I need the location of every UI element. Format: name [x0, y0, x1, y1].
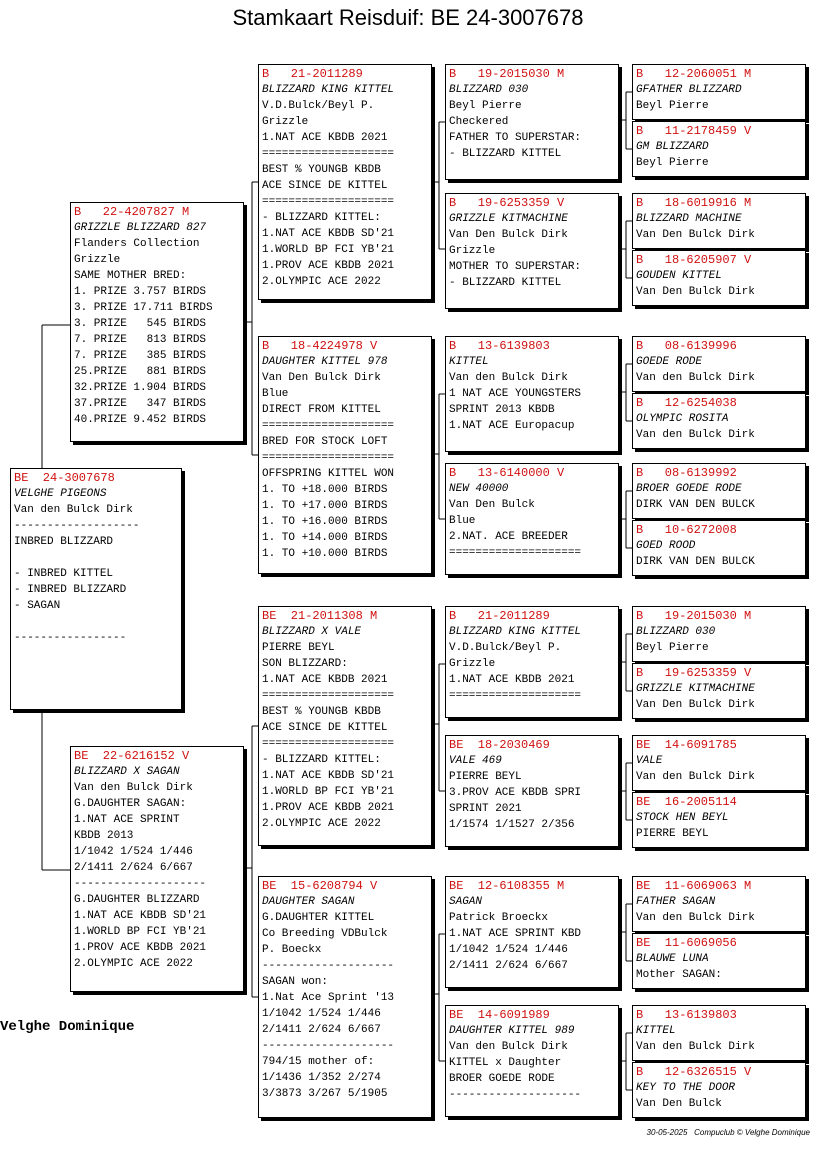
- pedigree-info-line: ====================: [262, 452, 395, 464]
- pedigree-card-dam: [70, 746, 244, 992]
- pedigree-info-line: Co Breeding VDBulck: [262, 928, 388, 940]
- pedigree-card-g10: [632, 663, 806, 719]
- pedigree-info-line: DIRK VAN DEN BULCK: [636, 556, 755, 568]
- pedigree-info-line: 7. PRIZE 385 BIRDS: [74, 350, 207, 362]
- pedigree-info-line: 1.NAT ACE SPRINT: [74, 814, 180, 826]
- pedigree-card-dd: [258, 876, 432, 1118]
- pedigree-info-line: Beyl Pierre: [636, 157, 709, 169]
- pedigree-info-line: --------------------: [74, 878, 207, 890]
- ring-number: B 11-2178459 V: [636, 124, 752, 138]
- pedigree-info-line: Van den Bulck Dirk: [636, 1041, 755, 1053]
- pedigree-info-line: Beyl Pierre: [449, 100, 522, 112]
- ring-number: BE 14-6091785: [636, 738, 737, 752]
- pedigree-info-line: ====================: [262, 196, 395, 208]
- ring-number: BE 11-6069063 M: [636, 879, 752, 893]
- pedigree-info-line: SAME MOTHER BRED:: [74, 270, 187, 282]
- pigeon-name: GOED ROOD: [636, 540, 696, 552]
- pedigree-info-line: 1.NAT ACE KBDB SD'21: [262, 770, 395, 782]
- ring-number: B 12-2060051 M: [636, 67, 752, 81]
- ring-number: B 21-2011289: [449, 609, 550, 623]
- pedigree-info-line: 3/3873 3/267 5/1905: [262, 1088, 388, 1100]
- pedigree-info-line: 2.NAT. ACE BREEDER: [449, 531, 568, 543]
- pedigree-info-line: 7. PRIZE 813 BIRDS: [74, 334, 207, 346]
- pedigree-info-line: Van den Bulck Dirk: [74, 782, 193, 794]
- pedigree-info-line: ====================: [262, 738, 395, 750]
- pedigree-info-line: PIERRE BEYL: [262, 642, 335, 654]
- pedigree-info-line: Van Den Bulck Dirk: [262, 372, 381, 384]
- pedigree-card-g15: [632, 1005, 806, 1061]
- pedigree-info-line: 1 NAT ACE YOUNGSTERS: [449, 388, 582, 400]
- pedigree-info-line: Mother SAGAN:: [636, 969, 722, 981]
- ring-number: B 18-6019916 M: [636, 196, 752, 210]
- pedigree-info-line: 1.NAT ACE KBDB 2021: [262, 132, 388, 144]
- pedigree-info-line: 2.OLYMPIC ACE 2022: [262, 276, 381, 288]
- ring-number: B 19-6253359 V: [636, 666, 752, 680]
- ring-number: B 08-6139992: [636, 466, 737, 480]
- pigeon-name: GRIZZLE KITMACHINE: [449, 213, 568, 225]
- pedigree-info-line: 25.PRIZE 881 BIRDS: [74, 366, 207, 378]
- pedigree-info-line: - BLIZZARD KITTEL: [449, 148, 562, 160]
- ring-number: BE 16-2005114: [636, 795, 737, 809]
- pedigree-info-line: Van Den Bulck Dirk: [636, 699, 755, 711]
- pigeon-name: FATHER SAGAN: [636, 896, 716, 908]
- pedigree-info-line: V.D.Bulck/Beyl P.: [262, 100, 375, 112]
- pedigree-info-line: 1. TO +17.000 BIRDS: [262, 500, 388, 512]
- pigeon-name: BROER GOEDE RODE: [636, 483, 742, 495]
- pedigree-card-g12: [632, 792, 806, 848]
- pedigree-info-line: G.DAUGHTER KITTEL: [262, 912, 375, 924]
- pedigree-info-line: SAGAN won:: [262, 976, 329, 988]
- pigeon-name: BLAUWE LUNA: [636, 953, 709, 965]
- pedigree-card-dds: [445, 876, 619, 988]
- pedigree-info-line: - BLIZZARD KITTEL:: [262, 212, 381, 224]
- ring-number: B 12-6326515 V: [636, 1065, 752, 1079]
- pigeon-name: BLIZZARD X VALE: [262, 626, 362, 638]
- pedigree-info-line: - BLIZZARD KITTEL: [449, 277, 562, 289]
- pedigree-card-g9: [632, 606, 806, 662]
- pedigree-info-line: ====================: [449, 547, 582, 559]
- pedigree-info-line: - SAGAN: [14, 600, 61, 612]
- pedigree-info-line: 1.NAT ACE KBDB 2021: [262, 674, 388, 686]
- pigeon-name: KITTEL: [449, 356, 489, 368]
- pedigree-info-line: V.D.Bulck/Beyl P.: [449, 642, 562, 654]
- pigeon-name: SAGAN: [449, 896, 483, 908]
- pedigree-card-ds: [258, 606, 432, 846]
- pedigree-info-line: 3.PROV ACE KBDB SPRI: [449, 787, 582, 799]
- pedigree-info-line: - INBRED KITTEL: [14, 568, 114, 580]
- pedigree-info-line: Grizzle: [74, 254, 121, 266]
- ring-number: B 12-6254038: [636, 396, 737, 410]
- pedigree-info-line: Flanders Collection: [74, 238, 200, 250]
- pigeon-name: GFATHER BLIZZARD: [636, 84, 742, 96]
- ring-number: BE 15-6208794 V: [262, 879, 378, 893]
- pedigree-info-line: --------------------: [449, 1089, 582, 1101]
- ring-number: BE 22-6216152 V: [74, 749, 190, 763]
- pedigree-info-line: BRED FOR STOCK LOFT: [262, 436, 388, 448]
- pedigree-info-line: KBDB 2013: [74, 830, 134, 842]
- pedigree-info-line: 2.OLYMPIC ACE 2022: [74, 958, 193, 970]
- ring-number: B 13-6140000 V: [449, 466, 565, 480]
- pedigree-card-dsd: [445, 735, 619, 847]
- pedigree-info-line: MOTHER TO SUPERSTAR:: [449, 261, 582, 273]
- pedigree-info-line: 1.PROV ACE KBDB 2021: [74, 942, 207, 954]
- pedigree-card-g6: [632, 393, 806, 449]
- pedigree-info-line: 37.PRIZE 347 BIRDS: [74, 398, 207, 410]
- pedigree-info-line: ====================: [262, 690, 395, 702]
- pedigree-info-line: 1/1042 1/524 1/446: [262, 1008, 381, 1020]
- pedigree-card-subject: [10, 468, 182, 710]
- pedigree-info-line: 32.PRIZE 1.904 BIRDS: [74, 382, 207, 394]
- pigeon-name: VALE: [636, 755, 663, 767]
- pedigree-info-line: Van Den Bulck Dirk: [636, 229, 755, 241]
- pedigree-info-line: 1.NAT ACE Europacup: [449, 420, 575, 432]
- pedigree-info-line: 1/1574 1/1527 2/356: [449, 819, 575, 831]
- pedigree-info-line: Van den Bulck Dirk: [636, 771, 755, 783]
- pedigree-info-line: 3. PRIZE 17.711 BIRDS: [74, 302, 213, 314]
- pedigree-info-line: Patrick Broeckx: [449, 912, 549, 924]
- pedigree-card-ddd: [445, 1005, 619, 1117]
- pigeon-name: KITTEL: [636, 1025, 676, 1037]
- pedigree-info-line: Blue: [262, 388, 289, 400]
- pedigree-info-line: KITTEL x Daughter: [449, 1057, 562, 1069]
- ring-number: BE 11-6069056: [636, 936, 737, 950]
- pedigree-card-sd: [258, 336, 432, 574]
- pedigree-info-line: --------------------: [262, 1040, 395, 1052]
- pedigree-info-line: 1.NAT ACE KBDB SD'21: [262, 228, 395, 240]
- pedigree-info-line: 1. PRIZE 3.757 BIRDS: [74, 286, 207, 298]
- pedigree-card-g8: [632, 520, 806, 576]
- pedigree-info-line: 1/1042 1/524 1/446: [74, 846, 193, 858]
- pigeon-name: BLIZZARD KING KITTEL: [449, 626, 582, 638]
- pedigree-card-sire: [70, 202, 244, 442]
- pedigree-info-line: - INBRED BLIZZARD: [14, 584, 127, 596]
- ring-number: B 19-6253359 V: [449, 196, 565, 210]
- ring-number: BE 18-2030469: [449, 738, 550, 752]
- ring-number: B 19-2015030 M: [449, 67, 565, 81]
- pigeon-name: GRIZZLE KITMACHINE: [636, 683, 755, 695]
- pedigree-info-line: Grizzle: [262, 116, 309, 128]
- pedigree-info-line: --------------------: [262, 960, 395, 972]
- ring-number: BE 21-2011308 M: [262, 609, 378, 623]
- pedigree-card-g16: [632, 1062, 806, 1118]
- pedigree-info-line: BEST % YOUNGB KBDB: [262, 706, 381, 718]
- pedigree-info-line: 1. TO +14.000 BIRDS: [262, 532, 388, 544]
- pedigree-info-line: 1.WORLD BP FCI YB'21: [262, 786, 395, 798]
- ring-number: B 19-2015030 M: [636, 609, 752, 623]
- pedigree-info-line: Van den Bulck Dirk: [449, 372, 568, 384]
- pedigree-info-line: 1.PROV ACE KBDB 2021: [262, 802, 395, 814]
- pedigree-info-line: Van den Bulck Dirk: [636, 429, 755, 441]
- pedigree-card-g1: [632, 64, 806, 120]
- pedigree-card-ss: [258, 64, 432, 300]
- pedigree-card-sdd: [445, 463, 619, 575]
- page-title: Stamkaart Reisduif: BE 24-3007678: [232, 5, 584, 30]
- pedigree-info-line: Van den Bulck Dirk: [449, 1041, 568, 1053]
- pedigree-info-line: SPRINT 2021: [449, 803, 522, 815]
- pedigree-info-line: 2.OLYMPIC ACE 2022: [262, 818, 381, 830]
- pedigree-info-line: 1.NAT ACE SPRINT KBD: [449, 928, 582, 940]
- pedigree-card-sss: [445, 64, 619, 180]
- ring-number: B 10-6272008: [636, 523, 737, 537]
- pedigree-info-line: Van Den Bulck Dirk: [636, 286, 755, 298]
- pedigree-info-line: Beyl Pierre: [636, 642, 709, 654]
- pigeon-name: GRIZZLE BLIZZARD 827: [74, 222, 207, 234]
- pedigree-info-line: Van den Bulck Dirk: [636, 372, 755, 384]
- pedigree-info-line: 1.WORLD BP FCI YB'21: [262, 244, 395, 256]
- ring-number: B 21-2011289: [262, 67, 363, 81]
- pedigree-info-line: 1. TO +10.000 BIRDS: [262, 548, 388, 560]
- pedigree-info-line: BEST % YOUNGB KBDB: [262, 164, 381, 176]
- pedigree-info-line: INBRED BLIZZARD: [14, 536, 114, 548]
- pedigree-info-line: 794/15 mother of:: [262, 1056, 375, 1068]
- pigeon-name: GOEDE RODE: [636, 356, 703, 368]
- pedigree-info-line: Beyl Pierre: [636, 100, 709, 112]
- pedigree-info-line: Blue: [449, 515, 476, 527]
- pigeon-name: VELGHE PIGEONS: [14, 488, 107, 500]
- pedigree-card-g13: [632, 876, 806, 932]
- pedigree-info-line: Van Den Bulck Dirk: [449, 229, 568, 241]
- pedigree-info-line: Van Den Bulck: [636, 1098, 722, 1110]
- ring-number: B 18-4224978 V: [262, 339, 378, 353]
- pedigree-info-line: Van den Bulck Dirk: [14, 504, 133, 516]
- ring-number: B 13-6139803: [636, 1008, 737, 1022]
- pedigree-card-g5: [632, 336, 806, 392]
- pedigree-card-g2: [632, 121, 806, 177]
- pedigree-card-dss: [445, 606, 619, 718]
- pedigree-info-line: SON BLIZZARD:: [262, 658, 348, 670]
- pedigree-info-line: ====================: [262, 148, 395, 160]
- pedigree-info-line: ====================: [449, 690, 582, 702]
- pigeon-name: BLIZZARD KING KITTEL: [262, 84, 395, 96]
- pedigree-info-line: PIERRE BEYL: [449, 771, 522, 783]
- pigeon-name: OLYMPIC ROSITA: [636, 413, 729, 425]
- pedigree-info-line: Grizzle: [449, 245, 496, 257]
- pedigree-info-line: DIRK VAN DEN BULCK: [636, 499, 755, 511]
- ring-number: B 18-6205907 V: [636, 253, 752, 267]
- pedigree-info-line: ====================: [262, 420, 395, 432]
- footer-credit: 30-05-2025 Compuclub © Velghe Dominique: [646, 1128, 810, 1137]
- ring-number: BE 14-6091989: [449, 1008, 550, 1022]
- pedigree-info-line: 1/1042 1/524 1/446: [449, 944, 568, 956]
- pedigree-info-line: 40.PRIZE 9.452 BIRDS: [74, 414, 207, 426]
- pedigree-info-line: SPRINT 2013 KBDB: [449, 404, 555, 416]
- ring-number: BE 12-6108355 M: [449, 879, 565, 893]
- pedigree-info-line: [14, 614, 181, 630]
- pedigree-info-line: 3. PRIZE 545 BIRDS: [74, 318, 207, 330]
- pedigree-info-line: Grizzle: [449, 658, 496, 670]
- pigeon-name: DAUGHTER KITTEL 978: [262, 356, 388, 368]
- pedigree-info-line: BROER GOEDE RODE: [449, 1073, 555, 1085]
- pedigree-info-line: P. Boeckx: [262, 944, 322, 956]
- pedigree-info-line: 1.PROV ACE KBDB 2021: [262, 260, 395, 272]
- pedigree-info-line: 2/1411 2/624 6/667: [74, 862, 193, 874]
- pigeon-name: DAUGHTER KITTEL 989: [449, 1025, 575, 1037]
- pigeon-name: KEY TO THE DOOR: [636, 1082, 736, 1094]
- pigeon-name: GM BLIZZARD: [636, 141, 709, 153]
- pedigree-info-line: 2/1411 2/624 6/667: [262, 1024, 381, 1036]
- pedigree-info-line: ACE SINCE DE KITTEL: [262, 722, 388, 734]
- pigeon-name: BLIZZARD 030: [449, 84, 529, 96]
- pedigree-info-line: 1.WORLD BP FCI YB'21: [74, 926, 207, 938]
- owner-name: Velghe Dominique: [0, 1019, 135, 1035]
- ring-number: B 08-6139996: [636, 339, 737, 353]
- pigeon-name: GOUDEN KITTEL: [636, 270, 722, 282]
- pigeon-name: BLIZZARD X SAGAN: [74, 766, 180, 778]
- pedigree-info-line: OFFSPRING KITTEL WON: [262, 468, 395, 480]
- pigeon-name: NEW 40000: [449, 483, 509, 495]
- pigeon-name: STOCK HEN BEYL: [636, 812, 729, 824]
- pedigree-card-g4: [632, 250, 806, 306]
- pigeon-name: BLIZZARD 030: [636, 626, 716, 638]
- pedigree-info-line: 1.NAT ACE KBDB SD'21: [74, 910, 207, 922]
- pedigree-info-line: - BLIZZARD KITTEL:: [262, 754, 381, 766]
- pedigree-info-line: 1. TO +16.000 BIRDS: [262, 516, 388, 528]
- pedigree-card-g7: [632, 463, 806, 519]
- pedigree-card-ssd: [445, 193, 619, 309]
- pedigree-info-line: Van den Bulck Dirk: [636, 912, 755, 924]
- pedigree-info-line: ACE SINCE DE KITTEL: [262, 180, 388, 192]
- pedigree-card-g11: [632, 735, 806, 791]
- pedigree-info-line: Checkered: [449, 116, 509, 128]
- pedigree-info-line: FATHER TO SUPERSTAR:: [449, 132, 582, 144]
- pedigree-info-line: G.DAUGHTER BLIZZARD: [74, 894, 200, 906]
- pedigree-info-line: DIRECT FROM KITTEL: [262, 404, 381, 416]
- pedigree-info-line: [14, 550, 181, 566]
- pedigree-card-g3: [632, 193, 806, 249]
- pedigree-info-line: 2/1411 2/624 6/667: [449, 960, 568, 972]
- pedigree-info-line: PIERRE BEYL: [636, 828, 709, 840]
- pedigree-info-line: Van Den Bulck: [449, 499, 535, 511]
- pigeon-name: BLIZZARD MACHINE: [636, 213, 742, 225]
- ring-number: B 13-6139803: [449, 339, 550, 353]
- pedigree-card-g14: [632, 933, 806, 989]
- pedigree-info-line: G.DAUGHTER SAGAN:: [74, 798, 187, 810]
- pedigree-info-line: -----------------: [14, 632, 127, 644]
- pedigree-info-line: 1. TO +18.000 BIRDS: [262, 484, 388, 496]
- pedigree-info-line: -------------------: [14, 520, 140, 532]
- ring-number: BE 24-3007678: [14, 471, 115, 485]
- pigeon-name: DAUGHTER SAGAN: [262, 896, 355, 908]
- pedigree-info-line: 1.NAT ACE KBDB 2021: [449, 674, 575, 686]
- pedigree-info-line: 1/1436 1/352 2/274: [262, 1072, 381, 1084]
- ring-number: B 22-4207827 M: [74, 205, 190, 219]
- pedigree-card-sds: [445, 336, 619, 452]
- pigeon-name: VALE 469: [449, 755, 502, 767]
- pedigree-info-line: 1.Nat Ace Sprint '13: [262, 992, 395, 1004]
